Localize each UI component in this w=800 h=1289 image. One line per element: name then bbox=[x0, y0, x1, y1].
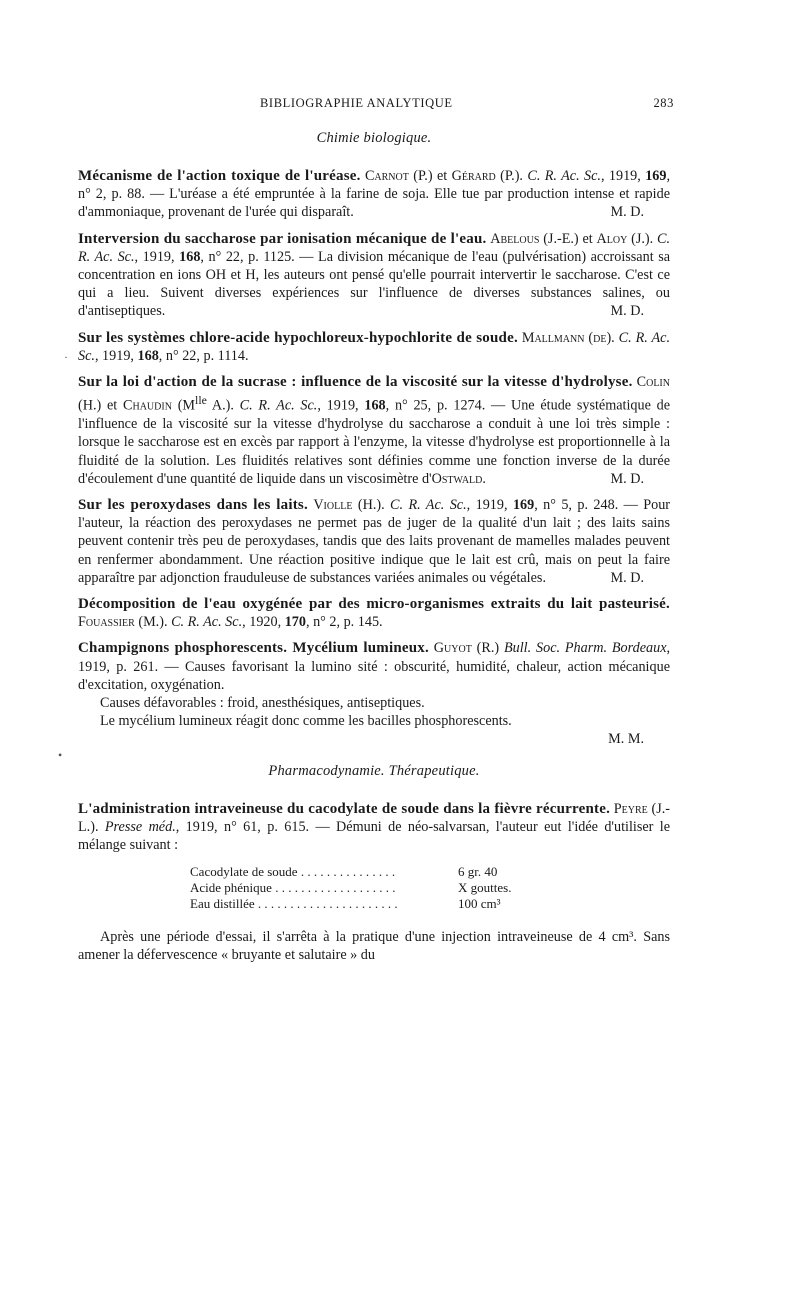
entry-author: Abelous bbox=[490, 230, 540, 247]
margin-speck: · bbox=[64, 350, 68, 364]
entry-author: Ostwald bbox=[431, 470, 483, 487]
volume-number: 169 bbox=[645, 168, 667, 184]
volume-number: 170 bbox=[284, 614, 306, 631]
continuation-paragraph: Après une période d'essai, il s'arrêta à la pratique d'une injection intraveineuse de 4 cm³. Sans amener la défervescence « bruyante et salutaire » du bbox=[78, 929, 670, 964]
ingredient-quantity: 6 gr. 40 bbox=[458, 864, 498, 880]
journal-name: Bull. Soc. Pharm. Bordeaux bbox=[503, 640, 667, 657]
entry-sucrase bbox=[78, 373, 670, 488]
author-initials: (J.). bbox=[631, 230, 654, 247]
journal-name: C. R. Ac. Sc. bbox=[390, 496, 467, 513]
abstract-line: Causes défavorables : froid, anesthésiques, antiseptiques. bbox=[100, 695, 425, 712]
author-initials: (R.) bbox=[476, 640, 500, 657]
author-initials: (J.-E.) et bbox=[543, 230, 593, 247]
volume-number: 168 bbox=[137, 347, 159, 364]
author-initials: (P.) et bbox=[413, 168, 448, 184]
reference-text: , 1919, bbox=[94, 347, 134, 364]
author-initials: (M.). bbox=[138, 614, 168, 631]
entry-author: Violle bbox=[313, 496, 353, 513]
author-initials: (H.). bbox=[357, 496, 385, 513]
entry-saccharose bbox=[78, 230, 670, 321]
abstract-text: , n° 2, p. 88. — L'uréase a été empruntée à la farine de soja. Elle tue par production intense et rapide d'ammoniaque, provenant de l'urée qui disparaît. bbox=[78, 168, 671, 221]
reference-text: , n° 22, p. 1125. — bbox=[200, 248, 314, 265]
entry-author: Gérard bbox=[451, 168, 496, 184]
author-initials: (M bbox=[177, 397, 196, 414]
abstract-text: , n° 25, p. 1274. — Une étude systématique de l'influence de la viscosité sur la vitesse d'hydrolyse du saccharose a conduit à une loi très simple : lorsque le saccharose est en excès par rapport à l'enzyme, la vitesse d'hydrolyse est proportionnelle à la fluidité de la solution. Les fluidités relatives sont définies comme une fonction inverse de la durée d'écoulement d'une quantité de liquide dans un viscosimètre d' bbox=[78, 397, 671, 487]
volume-number: 168 bbox=[364, 397, 386, 414]
journal-name: C. R. Ac. Sc. bbox=[78, 230, 671, 265]
reference-text: , 1920, bbox=[242, 614, 282, 631]
abstract-text: La division mécanique de l'eau (pulvérisation) accroissant sa concentration en ions OH et H, les auteurs ont pensé qu'elle pourrait intervertir le saccharose. C'est ce qui a lieu. Suivent diverses expériences sur l'influence de diverses substances salines, ou d'antiseptiques. bbox=[78, 248, 671, 320]
reference-text: , n° 2, p. 145. bbox=[305, 614, 383, 631]
signature: M. D. bbox=[610, 204, 644, 221]
entry-author: Carnot bbox=[364, 168, 409, 184]
ingredient-name: Eau distillée . . . . . . . . . . . . . . . . . . . . . . bbox=[190, 896, 398, 912]
abstract-text: , n° 5, p. 248. — Pour l'auteur, la réaction des peroxydases ne permet pas de juger de la qualité d'un lait ; des laits sains peuvent contenir très peu de peroxydases, tandis que des laits provenant de mamelles malades peuvent en renfermer abondamment. Une réaction positive indique que le lait est crû, mais on peut la faire apparaître par adjonction frauduleuse de substances variées animales ou végétales. bbox=[78, 496, 671, 586]
document-page bbox=[78, 92, 674, 973]
journal-name: C. R. Ac. Sc. bbox=[171, 614, 243, 631]
reference-text: , 1919, bbox=[466, 496, 508, 513]
formula-row bbox=[190, 896, 670, 912]
entry-title: Mécanisme de l'action toxique de l'uréase. bbox=[78, 168, 361, 184]
ingredient-quantity: X gouttes. bbox=[458, 880, 512, 896]
journal-name: Presse méd. bbox=[104, 818, 176, 835]
signature: M. D. bbox=[610, 303, 644, 320]
signature: M. M. bbox=[608, 731, 644, 748]
entry-title: L'administration intraveineuse du cacodylate de soude dans la fièvre récurrente. bbox=[78, 800, 611, 817]
reference-text: , n° 22, p. 1114. bbox=[158, 347, 249, 364]
journal-name: C. R. Ac. Sc. bbox=[78, 329, 671, 364]
author-initials: (P.). bbox=[500, 168, 523, 184]
superscript: lle bbox=[195, 393, 207, 408]
margin-speck: • bbox=[58, 748, 63, 762]
journal-name: C. R. Ac. Sc. bbox=[239, 397, 318, 414]
entry-title: Décomposition de l'eau oxygénée par des micro-organismes extraits du lait pasteurisé. bbox=[78, 596, 670, 612]
reference-text: , 1919, bbox=[317, 397, 359, 414]
entry-author: Mallmann (de). bbox=[521, 329, 615, 346]
entry-chlore bbox=[78, 329, 670, 365]
author-initials: (H.) et bbox=[78, 397, 118, 414]
entry-author: Chaudin bbox=[123, 397, 172, 414]
author-initials: (J.-L.). bbox=[78, 800, 671, 835]
volume-number: 168 bbox=[179, 248, 201, 265]
section-heading-chimie: Chimie biologique. bbox=[316, 130, 432, 146]
entry-peroxydases bbox=[78, 496, 670, 587]
formula-table bbox=[190, 864, 670, 912]
entry-author: Fouassier bbox=[78, 614, 135, 631]
entry-title: Interversion du saccharose par ionisation mécanique de l'eau. bbox=[78, 230, 487, 247]
ingredient-name: Cacodylate de soude . . . . . . . . . . . . . . . bbox=[190, 864, 396, 880]
entry-author: Aloy bbox=[596, 230, 628, 247]
entry-author: Peyre bbox=[613, 800, 648, 817]
entry-title: Sur les systèmes chlore-acide hypochloreux-hypochlorite de soude. bbox=[78, 329, 518, 346]
section-heading-pharmacodynamie: Pharmacodynamie. Thérapeutique. bbox=[268, 762, 480, 779]
reference-text: , 1919, bbox=[600, 168, 641, 184]
entry-author: Guyot bbox=[433, 640, 472, 657]
author-initials: A.). bbox=[206, 397, 234, 414]
entry-ureasc bbox=[78, 167, 670, 222]
signature: M. D. bbox=[610, 470, 644, 487]
running-title: BIBLIOGRAPHIE ANALYTIQUE bbox=[260, 96, 453, 110]
entry-title: Champignons phosphorescents. Mycélium lumineux. bbox=[78, 640, 429, 657]
ingredient-quantity: 100 cm³ bbox=[458, 896, 501, 912]
entry-title: Sur les peroxydases dans les laits. bbox=[78, 496, 308, 513]
abstract-text: , 1919, n° 61, p. 615. — Démuni de néo-salvarsan, l'auteur eut l'idée d'utiliser le mélange suivant : bbox=[78, 818, 671, 854]
reference-text: . bbox=[482, 470, 486, 487]
entry-cacodylate bbox=[78, 800, 670, 855]
formula-row bbox=[190, 864, 670, 880]
ingredient-name: Acide phénique . . . . . . . . . . . . . . . . . . . bbox=[190, 880, 396, 896]
entry-title: Sur la loi d'action de la sucrase : influence de la viscosité sur la vitesse d'hydrolyse. bbox=[78, 374, 633, 391]
entry-author: Colin bbox=[636, 374, 670, 391]
abstract-text: , 1919, p. 261. — Causes favorisant la lumino sité : obscurité, humidité, chaleur, action mécanique d'excitation, oxygénation. bbox=[78, 640, 671, 693]
signature: M. D. bbox=[610, 569, 644, 586]
volume-number: 169 bbox=[512, 496, 535, 513]
running-header bbox=[78, 92, 674, 114]
journal-name: C. R. Ac. Sc. bbox=[527, 168, 601, 184]
entry-champignons bbox=[78, 639, 670, 748]
reference-text: , 1919, bbox=[134, 248, 175, 265]
page-number: 283 bbox=[653, 96, 674, 110]
formula-row bbox=[190, 880, 670, 896]
abstract-line: Le mycélium lumineux réagit donc comme les bacilles phosphorescents. bbox=[100, 713, 512, 730]
entry-eau-oxygenee bbox=[78, 595, 670, 631]
